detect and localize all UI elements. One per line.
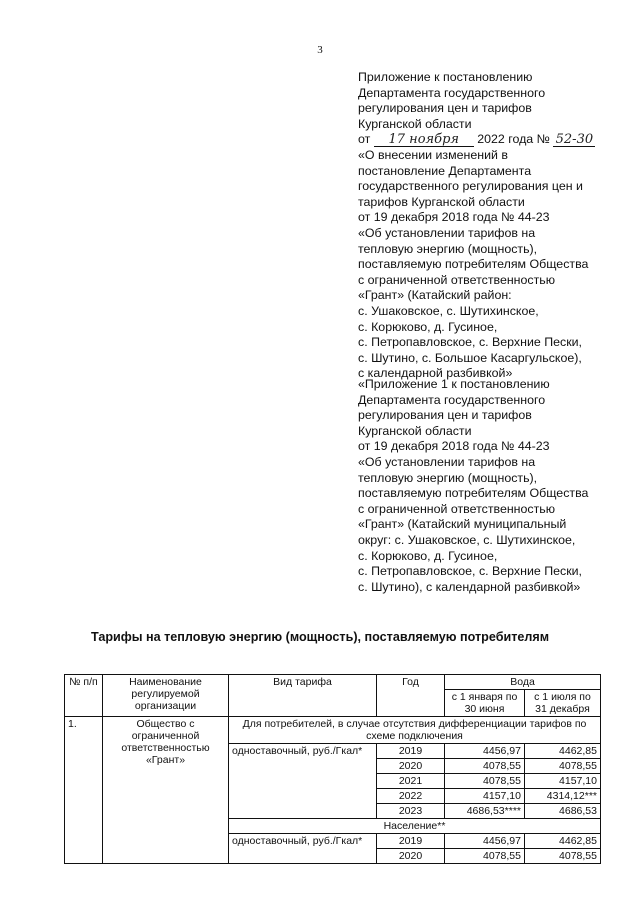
tariff-value: 4456,97 (445, 744, 525, 759)
annex-line: постановление Департамента (358, 163, 532, 178)
annex-line: «Об установлении тарифов на (358, 225, 536, 240)
annex-line: от 19 декабря 2018 года № 44-23 (358, 210, 550, 225)
annex-line: регулирования цен и тарифов (358, 408, 532, 423)
annex-line: с календарной разбивкой» (358, 366, 513, 381)
annex-line: с ограниченной ответственностью (358, 272, 556, 287)
year-cell: 2020 (377, 849, 445, 864)
section-label: Население** (229, 819, 601, 834)
header-water: Вода (445, 675, 601, 690)
tariff-value: 4314,12*** (525, 789, 601, 804)
organization-name: Общество с ограниченной ответственностью «Грант» (103, 717, 229, 864)
annex-line: от 19 декабря 2018 года № 44-23 (358, 439, 550, 454)
year-cell: 2019 (377, 744, 445, 759)
annex-line: тепловую энергию (мощность), (358, 241, 538, 256)
tariff-value: 4078,55 (445, 849, 525, 864)
annex-line: «Грант» (Катайский район: (358, 288, 512, 303)
annex-line: тепловую энергию (мощность), (358, 470, 538, 485)
annex-line: тарифов Курганской области (358, 194, 525, 209)
handwritten-date: 17 ноября (374, 133, 474, 147)
annex-line: с ограниченной ответственностью (358, 501, 556, 516)
handwritten-number: 52-30 (553, 133, 595, 147)
tariff-value: 4078,55 (445, 759, 525, 774)
annex-line: «Приложение 1 к постановлению (358, 377, 550, 391)
tariff-value: 4157,10 (525, 774, 601, 789)
annex-line: с. Корюково, д. Гусиное, (358, 319, 498, 334)
annex-line: поставляемую потребителям Общества (358, 257, 589, 272)
tariff-type: одноставочный, руб./Гкал* (229, 834, 377, 864)
tariff-value: 4078,55 (445, 774, 525, 789)
annex-header-block (358, 70, 620, 382)
table-header-row (65, 675, 601, 690)
header-first-half: с 1 января по 30 июня (445, 690, 525, 717)
tariff-value: 4462,85 (525, 744, 601, 759)
header-organization: Наименование регулируемой организации (103, 675, 229, 717)
tariff-type: одноставочный, руб./Гкал* (229, 744, 377, 819)
annex-line: округ: с. Ушаковское, с. Шутихинское, (358, 532, 576, 547)
annex-line: Приложение к постановлению (358, 70, 533, 84)
tariff-table (64, 674, 601, 864)
annex-line: с. Петропавловское, с. Верхние Пески, (358, 564, 583, 579)
tariff-value: 4157,10 (445, 789, 525, 804)
decree-date-line (358, 132, 620, 148)
annex-line: регулирования цен и тарифов (358, 101, 532, 116)
annex-line: «О внесении изменений в (358, 147, 508, 162)
header-tariff-type: Вид тарифа (229, 675, 377, 717)
annex-line: с. Шутино, с. Большое Касаргульское), (358, 350, 582, 365)
row-number: 1. (65, 717, 103, 864)
annex-line: Курганской области (358, 423, 472, 438)
table-title: Тарифы на тепловую энергию (мощность), поставляемую потребителям (90, 630, 550, 644)
year-cell: 2022 (377, 789, 445, 804)
header-year: Год (377, 675, 445, 717)
annex-line: Департамента государственного (358, 85, 546, 100)
annex-line: поставляемую потребителям Общества (358, 486, 589, 501)
decree-year: 2022 года № (477, 132, 550, 147)
date-prefix: от (358, 132, 371, 147)
year-cell: 2019 (377, 834, 445, 849)
annex-line: «Об установлении тарифов на (358, 454, 536, 469)
annex-line: с. Петропавловское, с. Верхние Пески, (358, 335, 583, 350)
tariff-value: 4462,85 (525, 834, 601, 849)
section-label: Для потребителей, в случае отсутствия дифференциации тарифов по схеме подключения (229, 717, 601, 744)
annex-line: с. Шутино), с календарной разбивкой» (358, 579, 581, 594)
annex-line: с. Корюково, д. Гусиное, (358, 548, 498, 563)
annex-line: Курганской области (358, 116, 472, 131)
header-number: № п/п (65, 675, 103, 717)
tariff-value: 4686,53 (525, 804, 601, 819)
tariff-value: 4686,53**** (445, 804, 525, 819)
page-number: 3 (317, 44, 323, 56)
year-cell: 2023 (377, 804, 445, 819)
table-row (65, 717, 601, 744)
annex-line: Департамента государственного (358, 392, 546, 407)
year-cell: 2021 (377, 774, 445, 789)
year-cell: 2020 (377, 759, 445, 774)
annex-line: «Грант» (Катайский муниципальный (358, 517, 567, 532)
annex-line: с. Ушаковское, с. Шутихинское, (358, 303, 539, 318)
tariff-value: 4078,55 (525, 759, 601, 774)
annex-1-header-block (358, 377, 620, 595)
tariff-value: 4078,55 (525, 849, 601, 864)
tariff-value: 4456,97 (445, 834, 525, 849)
annex-line: государственного регулирования цен и (358, 179, 583, 194)
header-second-half: с 1 июля по 31 декабря (525, 690, 601, 717)
